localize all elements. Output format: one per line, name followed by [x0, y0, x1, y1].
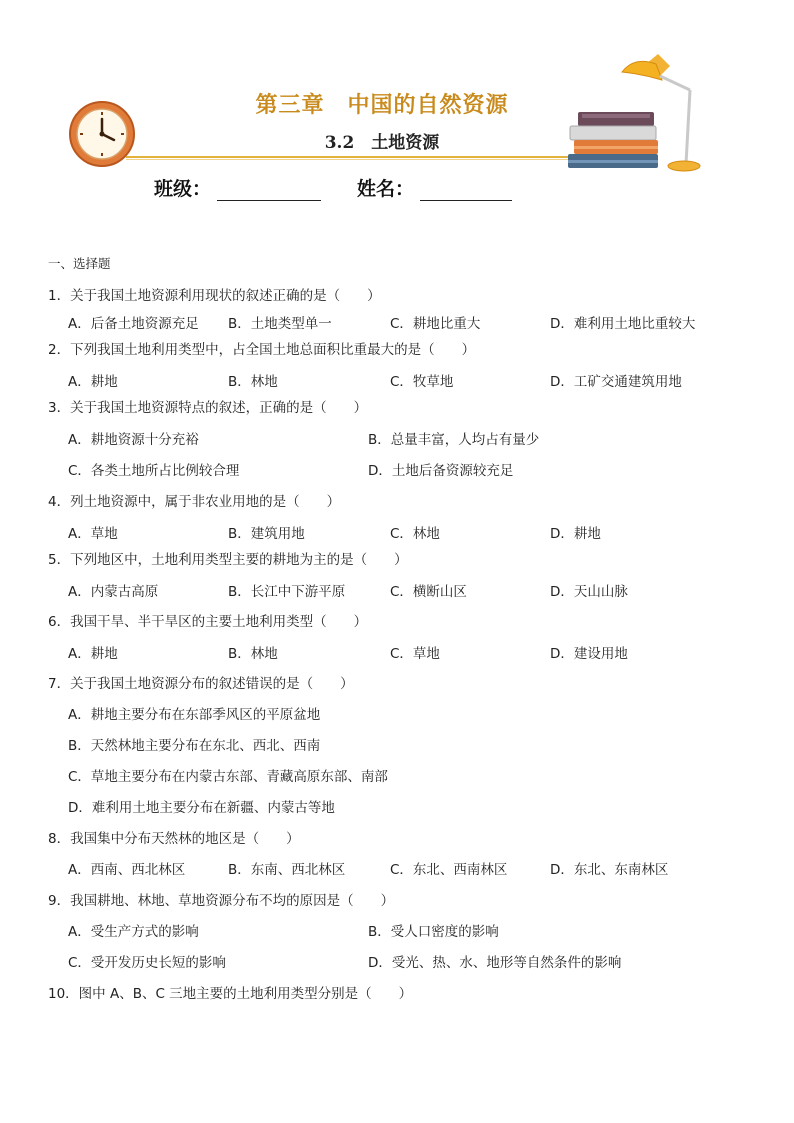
option-c[interactable]: C．林地 — [390, 526, 440, 542]
question-1 — [48, 286, 748, 334]
question-stem: 2．下列我国土地利用类型中，占全国土地总面积比重最大的是（ ） — [48, 342, 476, 358]
option-row — [48, 705, 748, 725]
option-d[interactable]: D．东北、东南林区 — [550, 862, 669, 878]
option-b[interactable]: B．林地 — [228, 374, 278, 390]
option-d[interactable]: D．耕地 — [550, 526, 601, 542]
question-3 — [48, 398, 748, 481]
class-label: 班级： — [154, 178, 212, 200]
option-row — [48, 767, 748, 787]
option-a[interactable]: A．耕地 — [68, 646, 118, 662]
option-a[interactable]: A．受生产方式的影响 — [68, 924, 199, 940]
question-6 — [48, 612, 748, 664]
question-7 — [48, 674, 748, 818]
question-stem: 7．关于我国土地资源分布的叙述错误的是（ ） — [48, 676, 354, 692]
option-b[interactable]: B．天然林地主要分布在东北、西北、西南 — [68, 738, 321, 754]
question-stem: 8．我国集中分布天然林的地区是（ ） — [48, 831, 300, 847]
question-9 — [48, 891, 748, 973]
option-c[interactable]: C．草地 — [390, 646, 440, 662]
option-c[interactable]: C．受开发历史长短的影响 — [68, 955, 226, 971]
option-d[interactable]: D．土地后备资源较充足 — [368, 463, 514, 479]
option-a[interactable]: A．耕地资源十分充裕 — [68, 432, 199, 448]
option-row — [48, 860, 748, 880]
question-8 — [48, 829, 748, 880]
question-5 — [48, 550, 748, 602]
option-a[interactable]: A．后备土地资源充足 — [68, 316, 199, 332]
option-row — [48, 736, 748, 756]
option-c[interactable]: C．草地主要分布在内蒙古东部、青藏高原东部、南部 — [68, 769, 388, 785]
option-b[interactable]: B．东南、西北林区 — [228, 862, 346, 878]
books-and-lamp-icon — [562, 50, 702, 174]
name-label: 姓名： — [357, 178, 415, 200]
question-stem: 1．关于我国土地资源利用现状的叙述正确的是（ ） — [48, 288, 381, 304]
question-stem: 10．图中 A、B、C 三地主要的土地利用类型分别是（ ） — [48, 986, 413, 1002]
header-divider — [126, 156, 596, 160]
question-10 — [48, 984, 748, 1004]
question-stem: 9．我国耕地、林地、草地资源分布不均的原因是（ ） — [48, 893, 395, 909]
option-row — [48, 372, 748, 392]
option-c[interactable]: C．横断山区 — [390, 584, 467, 600]
class-blank-field[interactable] — [217, 180, 321, 201]
question-stem: 6．我国干旱、半干旱区的主要土地利用类型（ ） — [48, 614, 368, 630]
option-d[interactable]: D．天山山脉 — [550, 584, 628, 600]
option-a[interactable]: A．内蒙古高原 — [68, 584, 159, 600]
option-row — [48, 798, 748, 818]
option-row — [48, 461, 748, 481]
option-d[interactable]: D．工矿交通建筑用地 — [550, 374, 682, 390]
student-info-row — [154, 174, 512, 201]
option-row — [48, 582, 748, 602]
name-blank-field[interactable] — [420, 180, 512, 201]
option-b[interactable]: B．总量丰富，人均占有量少 — [368, 432, 540, 448]
option-row — [48, 644, 748, 664]
option-row — [48, 953, 748, 973]
option-row — [48, 922, 748, 942]
question-4 — [48, 492, 748, 544]
option-row — [48, 524, 748, 544]
page-subtitle: 3.2 土地资源 — [324, 133, 440, 153]
option-d[interactable]: D．建设用地 — [550, 646, 628, 662]
option-c[interactable]: C．牧草地 — [390, 374, 454, 390]
option-c[interactable]: C．各类土地所占比例较合理 — [68, 463, 240, 479]
page-title: 第三章 中国的自然资源 — [255, 92, 509, 118]
option-b[interactable]: B．受人口密度的影响 — [368, 924, 499, 940]
question-stem: 5．下列地区中，土地利用类型主要的耕地为主的是（ ） — [48, 552, 408, 568]
option-c[interactable]: C．东北、西南林区 — [390, 862, 508, 878]
question-2 — [48, 340, 748, 392]
option-d[interactable]: D．难利用土地比重较大 — [550, 316, 696, 332]
option-d[interactable]: D．受光、热、水、地形等自然条件的影响 — [368, 955, 622, 971]
option-a[interactable]: A．草地 — [68, 526, 118, 542]
option-b[interactable]: B．林地 — [228, 646, 278, 662]
question-stem: 3．关于我国土地资源特点的叙述，正确的是（ ） — [48, 400, 368, 416]
option-row — [48, 430, 748, 450]
page-header — [0, 0, 794, 240]
question-stem: 4．列土地资源中，属于非农业用地的是（ ） — [48, 494, 341, 510]
option-row — [48, 314, 748, 334]
option-b[interactable]: B．建筑用地 — [228, 526, 305, 542]
option-a[interactable]: A．西南、西北林区 — [68, 862, 186, 878]
option-d[interactable]: D．难利用土地主要分布在新疆、内蒙古等地 — [68, 800, 335, 816]
option-b[interactable]: B．土地类型单一 — [228, 316, 332, 332]
option-a[interactable]: A．耕地 — [68, 374, 118, 390]
option-a[interactable]: A．耕地主要分布在东部季风区的平原盆地 — [68, 707, 321, 723]
option-b[interactable]: B．长江中下游平原 — [228, 584, 346, 600]
question-content — [48, 254, 748, 1012]
option-c[interactable]: C．耕地比重大 — [390, 316, 481, 332]
section-heading: 一、选择题 — [48, 256, 111, 271]
